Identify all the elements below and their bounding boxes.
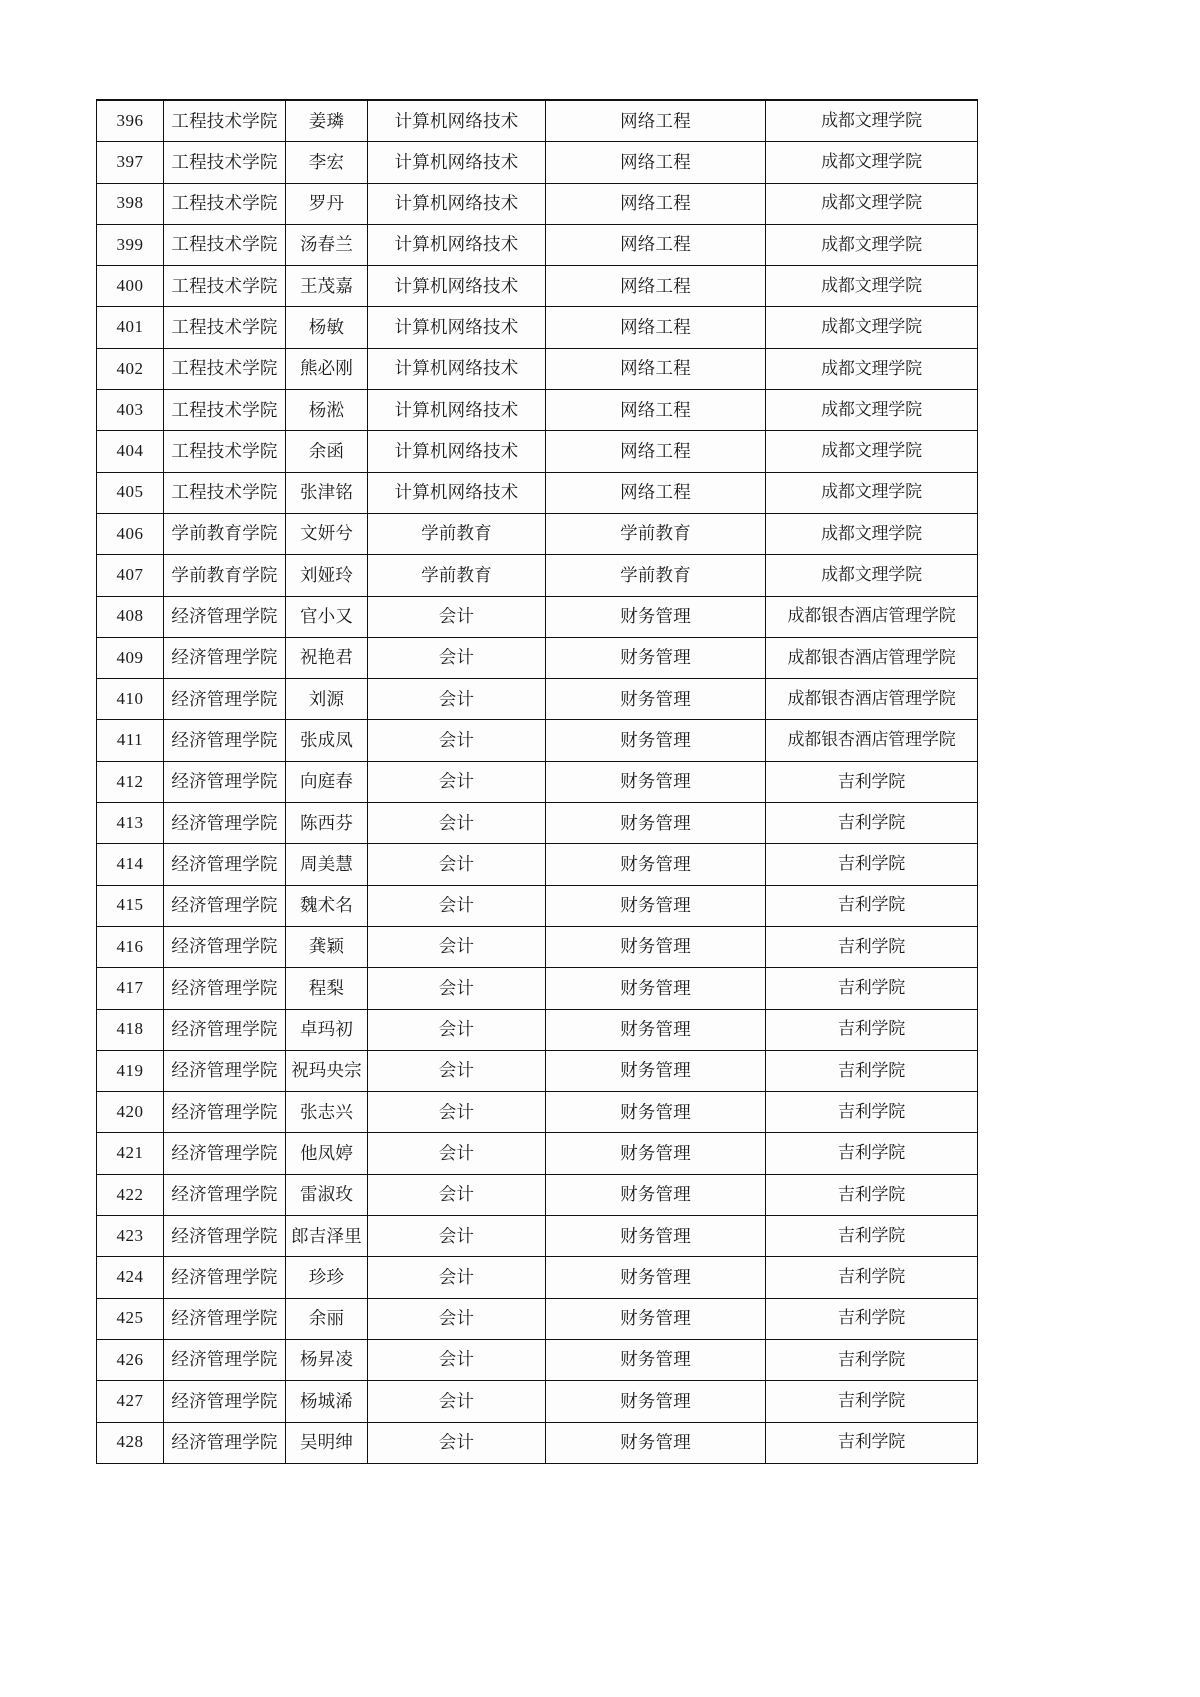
cell-student-name: 张津铭 bbox=[286, 472, 368, 513]
cell-target-school: 吉利学院 bbox=[766, 1092, 978, 1133]
cell-target-school: 成都文理学院 bbox=[766, 472, 978, 513]
cell-index: 405 bbox=[97, 472, 164, 513]
table-row bbox=[97, 761, 978, 802]
cell-student-name: 余函 bbox=[286, 431, 368, 472]
cell-student-name: 刘源 bbox=[286, 679, 368, 720]
cell-student-name: 周美慧 bbox=[286, 844, 368, 885]
cell-student-name: 汤春兰 bbox=[286, 224, 368, 265]
cell-student-name: 杨城浠 bbox=[286, 1381, 368, 1422]
cell-target-major: 网络工程 bbox=[546, 100, 766, 142]
cell-target-major: 网络工程 bbox=[546, 307, 766, 348]
cell-college: 工程技术学院 bbox=[164, 183, 286, 224]
cell-index: 413 bbox=[97, 803, 164, 844]
cell-target-major: 财务管理 bbox=[546, 1422, 766, 1463]
cell-target-major: 财务管理 bbox=[546, 1216, 766, 1257]
cell-index: 428 bbox=[97, 1422, 164, 1463]
cell-major: 计算机网络技术 bbox=[368, 183, 546, 224]
cell-target-school: 成都文理学院 bbox=[766, 513, 978, 554]
cell-major: 会计 bbox=[368, 1381, 546, 1422]
cell-student-name: 向庭春 bbox=[286, 761, 368, 802]
table-row bbox=[97, 637, 978, 678]
cell-major: 会计 bbox=[368, 1257, 546, 1298]
table-row bbox=[97, 555, 978, 596]
cell-student-name: 张成凤 bbox=[286, 720, 368, 761]
cell-index: 426 bbox=[97, 1339, 164, 1380]
cell-major: 会计 bbox=[368, 596, 546, 637]
roster-table-body bbox=[97, 100, 978, 1463]
cell-student-name: 张志兴 bbox=[286, 1092, 368, 1133]
cell-student-name: 李宏 bbox=[286, 142, 368, 183]
cell-target-school: 成都文理学院 bbox=[766, 431, 978, 472]
cell-student-name: 他凤婷 bbox=[286, 1133, 368, 1174]
table-row bbox=[97, 1339, 978, 1380]
cell-college: 经济管理学院 bbox=[164, 1298, 286, 1339]
cell-student-name: 文妍兮 bbox=[286, 513, 368, 554]
cell-major: 会计 bbox=[368, 1174, 546, 1215]
cell-major: 会计 bbox=[368, 720, 546, 761]
cell-target-major: 网络工程 bbox=[546, 472, 766, 513]
table-row bbox=[97, 1174, 978, 1215]
cell-student-name: 杨敏 bbox=[286, 307, 368, 348]
cell-target-school: 吉利学院 bbox=[766, 1422, 978, 1463]
cell-target-school: 吉利学院 bbox=[766, 1050, 978, 1091]
cell-target-major: 网络工程 bbox=[546, 142, 766, 183]
cell-index: 422 bbox=[97, 1174, 164, 1215]
cell-college: 经济管理学院 bbox=[164, 1257, 286, 1298]
cell-major: 学前教育 bbox=[368, 513, 546, 554]
cell-major: 会计 bbox=[368, 1422, 546, 1463]
cell-college: 经济管理学院 bbox=[164, 885, 286, 926]
cell-student-name: 熊必刚 bbox=[286, 348, 368, 389]
cell-target-major: 网络工程 bbox=[546, 348, 766, 389]
cell-college: 经济管理学院 bbox=[164, 596, 286, 637]
cell-target-school: 成都文理学院 bbox=[766, 224, 978, 265]
table-row bbox=[97, 803, 978, 844]
cell-college: 经济管理学院 bbox=[164, 968, 286, 1009]
cell-index: 427 bbox=[97, 1381, 164, 1422]
cell-college: 经济管理学院 bbox=[164, 1174, 286, 1215]
cell-college: 工程技术学院 bbox=[164, 307, 286, 348]
cell-college: 经济管理学院 bbox=[164, 679, 286, 720]
cell-college: 工程技术学院 bbox=[164, 266, 286, 307]
cell-college: 学前教育学院 bbox=[164, 555, 286, 596]
roster-table-container bbox=[96, 99, 977, 1464]
cell-target-school: 吉利学院 bbox=[766, 1216, 978, 1257]
table-row bbox=[97, 844, 978, 885]
cell-index: 408 bbox=[97, 596, 164, 637]
table-row bbox=[97, 885, 978, 926]
cell-major: 会计 bbox=[368, 1216, 546, 1257]
cell-student-name: 陈西芬 bbox=[286, 803, 368, 844]
cell-college: 经济管理学院 bbox=[164, 1381, 286, 1422]
cell-target-school: 吉利学院 bbox=[766, 803, 978, 844]
cell-major: 计算机网络技术 bbox=[368, 224, 546, 265]
cell-college: 学前教育学院 bbox=[164, 513, 286, 554]
cell-college: 经济管理学院 bbox=[164, 720, 286, 761]
cell-index: 424 bbox=[97, 1257, 164, 1298]
cell-student-name: 罗丹 bbox=[286, 183, 368, 224]
cell-index: 419 bbox=[97, 1050, 164, 1091]
cell-target-school: 成都文理学院 bbox=[766, 142, 978, 183]
cell-major: 计算机网络技术 bbox=[368, 100, 546, 142]
cell-target-major: 财务管理 bbox=[546, 1339, 766, 1380]
cell-student-name: 祝玛央宗 bbox=[286, 1050, 368, 1091]
table-row bbox=[97, 1092, 978, 1133]
cell-student-name: 刘娅玲 bbox=[286, 555, 368, 596]
cell-college: 经济管理学院 bbox=[164, 844, 286, 885]
table-row bbox=[97, 266, 978, 307]
cell-target-school: 成都文理学院 bbox=[766, 307, 978, 348]
roster-table bbox=[96, 99, 978, 1464]
table-row bbox=[97, 142, 978, 183]
cell-target-major: 财务管理 bbox=[546, 679, 766, 720]
cell-target-major: 学前教育 bbox=[546, 555, 766, 596]
table-row bbox=[97, 348, 978, 389]
cell-college: 工程技术学院 bbox=[164, 348, 286, 389]
cell-target-school: 吉利学院 bbox=[766, 844, 978, 885]
cell-major: 计算机网络技术 bbox=[368, 431, 546, 472]
table-row bbox=[97, 390, 978, 431]
cell-target-major: 财务管理 bbox=[546, 637, 766, 678]
cell-major: 会计 bbox=[368, 885, 546, 926]
cell-target-major: 财务管理 bbox=[546, 1133, 766, 1174]
cell-college: 经济管理学院 bbox=[164, 803, 286, 844]
cell-target-major: 财务管理 bbox=[546, 596, 766, 637]
cell-target-school: 吉利学院 bbox=[766, 1298, 978, 1339]
cell-target-major: 财务管理 bbox=[546, 761, 766, 802]
cell-major: 计算机网络技术 bbox=[368, 390, 546, 431]
table-row bbox=[97, 968, 978, 1009]
cell-major: 计算机网络技术 bbox=[368, 307, 546, 348]
cell-college: 工程技术学院 bbox=[164, 431, 286, 472]
cell-index: 414 bbox=[97, 844, 164, 885]
cell-index: 407 bbox=[97, 555, 164, 596]
cell-college: 经济管理学院 bbox=[164, 1009, 286, 1050]
cell-college: 工程技术学院 bbox=[164, 100, 286, 142]
cell-college: 经济管理学院 bbox=[164, 1092, 286, 1133]
cell-target-major: 财务管理 bbox=[546, 1009, 766, 1050]
table-row bbox=[97, 513, 978, 554]
cell-index: 396 bbox=[97, 100, 164, 142]
cell-target-school: 成都银杏酒店管理学院 bbox=[766, 679, 978, 720]
cell-target-major: 网络工程 bbox=[546, 224, 766, 265]
cell-college: 经济管理学院 bbox=[164, 926, 286, 967]
cell-index: 400 bbox=[97, 266, 164, 307]
cell-major: 会计 bbox=[368, 803, 546, 844]
cell-target-school: 吉利学院 bbox=[766, 761, 978, 802]
table-row bbox=[97, 1381, 978, 1422]
cell-target-major: 网络工程 bbox=[546, 431, 766, 472]
table-row bbox=[97, 926, 978, 967]
cell-major: 计算机网络技术 bbox=[368, 266, 546, 307]
cell-major: 会计 bbox=[368, 968, 546, 1009]
cell-college: 经济管理学院 bbox=[164, 1216, 286, 1257]
table-row bbox=[97, 1216, 978, 1257]
cell-major: 会计 bbox=[368, 1050, 546, 1091]
cell-target-major: 财务管理 bbox=[546, 720, 766, 761]
cell-target-major: 财务管理 bbox=[546, 885, 766, 926]
cell-college: 经济管理学院 bbox=[164, 1133, 286, 1174]
cell-target-major: 财务管理 bbox=[546, 1298, 766, 1339]
cell-target-school: 吉利学院 bbox=[766, 1174, 978, 1215]
cell-target-school: 成都银杏酒店管理学院 bbox=[766, 596, 978, 637]
cell-index: 411 bbox=[97, 720, 164, 761]
cell-major: 会计 bbox=[368, 1298, 546, 1339]
cell-target-school: 成都文理学院 bbox=[766, 390, 978, 431]
cell-student-name: 吴明绅 bbox=[286, 1422, 368, 1463]
cell-college: 经济管理学院 bbox=[164, 761, 286, 802]
cell-target-school: 成都文理学院 bbox=[766, 266, 978, 307]
cell-target-school: 成都文理学院 bbox=[766, 348, 978, 389]
cell-target-school: 吉利学院 bbox=[766, 1009, 978, 1050]
cell-student-name: 卓玛初 bbox=[286, 1009, 368, 1050]
cell-index: 402 bbox=[97, 348, 164, 389]
table-row bbox=[97, 596, 978, 637]
cell-index: 410 bbox=[97, 679, 164, 720]
cell-major: 会计 bbox=[368, 844, 546, 885]
cell-student-name: 珍珍 bbox=[286, 1257, 368, 1298]
cell-index: 406 bbox=[97, 513, 164, 554]
cell-major: 会计 bbox=[368, 637, 546, 678]
cell-target-school: 成都银杏酒店管理学院 bbox=[766, 637, 978, 678]
cell-student-name: 雷淑玫 bbox=[286, 1174, 368, 1215]
cell-target-major: 网络工程 bbox=[546, 390, 766, 431]
cell-college: 经济管理学院 bbox=[164, 1422, 286, 1463]
cell-index: 423 bbox=[97, 1216, 164, 1257]
cell-index: 412 bbox=[97, 761, 164, 802]
cell-index: 397 bbox=[97, 142, 164, 183]
cell-target-major: 财务管理 bbox=[546, 844, 766, 885]
table-row bbox=[97, 679, 978, 720]
cell-target-school: 吉利学院 bbox=[766, 926, 978, 967]
cell-target-school: 吉利学院 bbox=[766, 968, 978, 1009]
cell-student-name: 魏术名 bbox=[286, 885, 368, 926]
table-row bbox=[97, 1050, 978, 1091]
cell-student-name: 官小又 bbox=[286, 596, 368, 637]
cell-student-name: 王茂嘉 bbox=[286, 266, 368, 307]
cell-major: 会计 bbox=[368, 1133, 546, 1174]
cell-major: 会计 bbox=[368, 1339, 546, 1380]
cell-student-name: 龚颖 bbox=[286, 926, 368, 967]
cell-major: 计算机网络技术 bbox=[368, 348, 546, 389]
cell-target-major: 网络工程 bbox=[546, 266, 766, 307]
cell-index: 409 bbox=[97, 637, 164, 678]
cell-major: 计算机网络技术 bbox=[368, 472, 546, 513]
cell-major: 计算机网络技术 bbox=[368, 142, 546, 183]
cell-student-name: 姜璘 bbox=[286, 100, 368, 142]
cell-target-school: 吉利学院 bbox=[766, 1339, 978, 1380]
cell-target-school: 吉利学院 bbox=[766, 885, 978, 926]
cell-student-name: 郎吉泽里 bbox=[286, 1216, 368, 1257]
cell-student-name: 祝艳君 bbox=[286, 637, 368, 678]
table-row bbox=[97, 307, 978, 348]
cell-student-name: 程梨 bbox=[286, 968, 368, 1009]
cell-target-major: 财务管理 bbox=[546, 1174, 766, 1215]
cell-major: 会计 bbox=[368, 761, 546, 802]
cell-college: 工程技术学院 bbox=[164, 472, 286, 513]
table-row bbox=[97, 100, 978, 142]
cell-target-school: 成都银杏酒店管理学院 bbox=[766, 720, 978, 761]
cell-college: 工程技术学院 bbox=[164, 224, 286, 265]
cell-college: 工程技术学院 bbox=[164, 390, 286, 431]
cell-target-major: 财务管理 bbox=[546, 1381, 766, 1422]
cell-target-major: 财务管理 bbox=[546, 1050, 766, 1091]
cell-index: 404 bbox=[97, 431, 164, 472]
table-row bbox=[97, 1009, 978, 1050]
cell-index: 415 bbox=[97, 885, 164, 926]
cell-target-major: 学前教育 bbox=[546, 513, 766, 554]
cell-college: 经济管理学院 bbox=[164, 1339, 286, 1380]
table-row bbox=[97, 224, 978, 265]
table-row bbox=[97, 183, 978, 224]
cell-index: 403 bbox=[97, 390, 164, 431]
cell-major: 会计 bbox=[368, 1009, 546, 1050]
cell-index: 399 bbox=[97, 224, 164, 265]
cell-student-name: 杨淞 bbox=[286, 390, 368, 431]
cell-target-major: 财务管理 bbox=[546, 926, 766, 967]
cell-index: 416 bbox=[97, 926, 164, 967]
cell-index: 401 bbox=[97, 307, 164, 348]
cell-college: 工程技术学院 bbox=[164, 142, 286, 183]
cell-index: 421 bbox=[97, 1133, 164, 1174]
cell-major: 会计 bbox=[368, 1092, 546, 1133]
cell-index: 420 bbox=[97, 1092, 164, 1133]
cell-target-major: 财务管理 bbox=[546, 1257, 766, 1298]
cell-index: 417 bbox=[97, 968, 164, 1009]
cell-target-school: 吉利学院 bbox=[766, 1257, 978, 1298]
cell-major: 学前教育 bbox=[368, 555, 546, 596]
table-row bbox=[97, 720, 978, 761]
cell-target-major: 财务管理 bbox=[546, 1092, 766, 1133]
cell-student-name: 余丽 bbox=[286, 1298, 368, 1339]
table-row bbox=[97, 1298, 978, 1339]
cell-college: 经济管理学院 bbox=[164, 1050, 286, 1091]
table-row bbox=[97, 1257, 978, 1298]
cell-major: 会计 bbox=[368, 926, 546, 967]
table-row bbox=[97, 1422, 978, 1463]
cell-index: 425 bbox=[97, 1298, 164, 1339]
cell-target-major: 财务管理 bbox=[546, 803, 766, 844]
cell-student-name: 杨昇凌 bbox=[286, 1339, 368, 1380]
table-row bbox=[97, 472, 978, 513]
cell-target-school: 成都文理学院 bbox=[766, 100, 978, 142]
cell-index: 398 bbox=[97, 183, 164, 224]
cell-target-major: 网络工程 bbox=[546, 183, 766, 224]
cell-college: 经济管理学院 bbox=[164, 637, 286, 678]
cell-index: 418 bbox=[97, 1009, 164, 1050]
table-row bbox=[97, 431, 978, 472]
cell-target-school: 成都文理学院 bbox=[766, 555, 978, 596]
cell-major: 会计 bbox=[368, 679, 546, 720]
table-row bbox=[97, 1133, 978, 1174]
cell-target-major: 财务管理 bbox=[546, 968, 766, 1009]
cell-target-school: 吉利学院 bbox=[766, 1133, 978, 1174]
cell-target-school: 成都文理学院 bbox=[766, 183, 978, 224]
cell-target-school: 吉利学院 bbox=[766, 1381, 978, 1422]
